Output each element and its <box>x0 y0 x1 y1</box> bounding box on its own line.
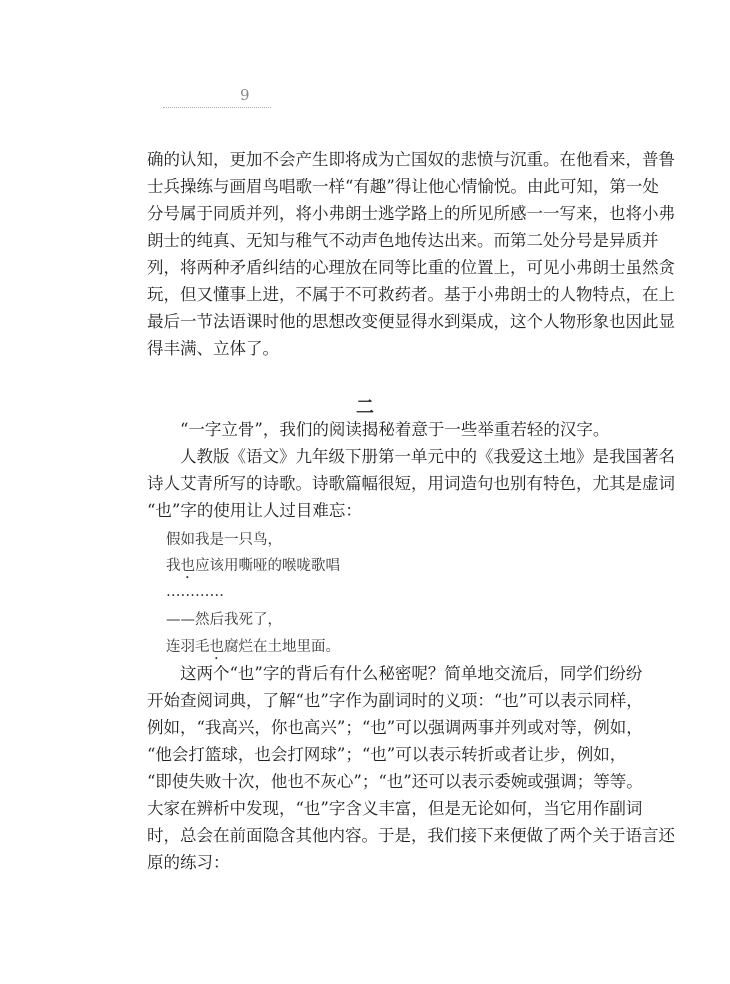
text-line: “即使失败十次，他也不灰心”；“也”还可以表示委婉或强调；等等。 <box>147 772 643 791</box>
header-divider <box>163 107 271 108</box>
text-line: 这两个“也”字的背后有什么秘密呢？简单地交流后，同学们纷纷 <box>180 664 643 683</box>
text-line: 分号属于同质并列，将小弗朗士逃学路上的所见所感一一写来，也将小弗 <box>147 204 675 223</box>
emphasized-char: 也 <box>180 558 195 574</box>
poem-text: 我 <box>166 558 181 574</box>
text-line: 玩，但又懂事上进，不属于不可救药者。基于小弗朗士的人物特点，在上 <box>147 285 675 304</box>
text-line: “也”字的使用让人过目难忘： <box>147 501 362 520</box>
poem-line: 假如我是一只鸟， <box>166 532 282 548</box>
text-line: 例如，“我高兴，你也高兴”；“也”可以强调两事并列或对等，例如， <box>147 718 643 737</box>
poem-line <box>166 637 340 663</box>
poem-text: 腐烂在土地里面。 <box>224 639 340 655</box>
paragraph-2: “一字立骨”，我们的阅读揭秘着意于一些举重若轻的汉字。 <box>180 420 610 439</box>
text-line: 人教版《语文》九年级下册第一单元中的《我爱这土地》是我国著名 <box>180 447 675 466</box>
text-line: 最后一节法语课时他的思想改变便显得水到渠成，这个人物形象也因此显 <box>147 312 675 331</box>
text-line: 时，总会在前面隐含其他内容。于是，我们接下来便做了两个关于语言还 <box>147 826 675 845</box>
emphasized-char: 也 <box>209 639 224 655</box>
text-line: 确的认知，更加不会产生即将成为亡国奴的悲愤与沉重。在他看来，普鲁 <box>147 150 675 169</box>
poem-ellipsis: ………… <box>166 584 224 600</box>
text-line: “他会打篮球，也会打网球”；“也”可以表示转折或者让步，例如， <box>147 745 627 764</box>
page-number: 9 <box>240 86 250 104</box>
poem-line: ——然后我死了， <box>166 612 282 628</box>
text-line: 原的练习： <box>147 853 230 872</box>
section-heading: 二 <box>356 397 374 418</box>
text-line: 开始查阅词典，了解“也”字作为副词时的义项：“也”可以表示同样， <box>147 691 643 710</box>
poem-line <box>166 556 340 582</box>
text-line: 得丰满、立体了。 <box>147 339 279 358</box>
poem-text: 连羽毛 <box>166 639 210 655</box>
text-line: 诗人艾青所写的诗歌。诗歌篇幅很短，用词造句也别有特色，尤其是虚词 <box>147 474 675 493</box>
poem-text: 应该用嘶哑的喉咙歌唱 <box>195 558 340 574</box>
text-line: 朗士的纯真、无知与稚气不动声色地传达出来。而第二处分号是异质并 <box>147 231 659 250</box>
text-line: 大家在辨析中发现，“也”字含义丰富，但是无论如何，当它用作副词 <box>147 799 643 818</box>
text-line: 列，将两种矛盾纠结的心理放在同等比重的位置上，可见小弗朗士虽然贪 <box>147 258 675 277</box>
text-line: 士兵操练与画眉鸟唱歌一样“有趣”得让他心情愉悦。由此可知，第一处 <box>147 177 659 196</box>
